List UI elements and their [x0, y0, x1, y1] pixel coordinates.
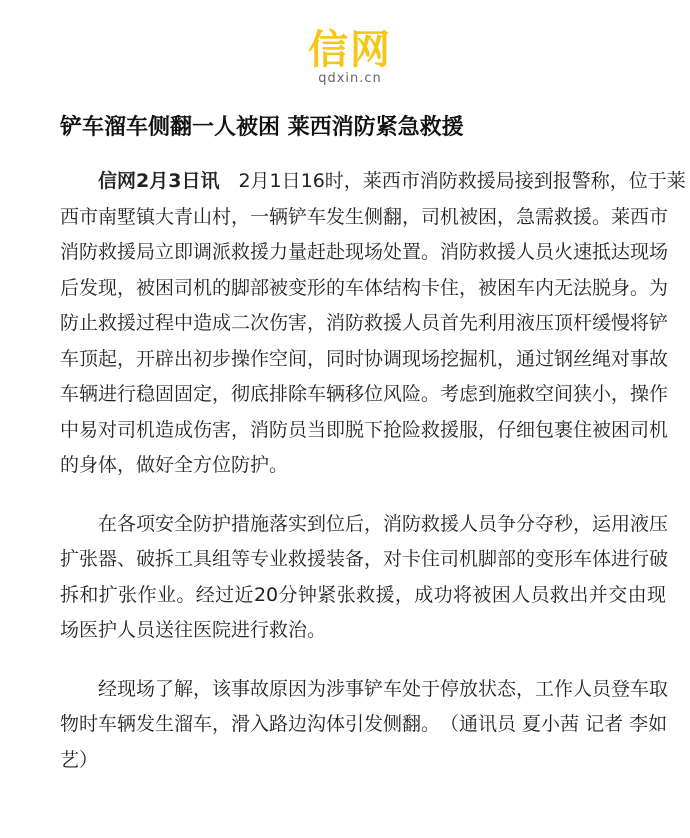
paragraph-line: [60, 200, 669, 236]
paragraph-line: [60, 613, 666, 649]
line-text: 场医护人员送往医院进行救治。: [60, 619, 327, 641]
paragraph-line: [60, 448, 666, 484]
paragraph-line: [60, 342, 669, 378]
paragraph-line: [60, 743, 666, 779]
paragraph-line: [60, 164, 686, 200]
line-text: 后发现，被困司机的脚部被变形的车体结构卡住，被困车内无法脱身。为: [60, 276, 669, 299]
line-text: 扩张器、破拆工具组等专业救援装备，对卡住司机脚部的变形车体进行破: [60, 548, 669, 570]
paragraph-line: [60, 413, 669, 449]
article-paragraph: [60, 507, 669, 649]
line-text: 消防救援局立即调派救援力量赶赴现场处置。消防救援人员火速抵达现场: [60, 241, 669, 263]
dateline: 信网2月3日讯: [98, 170, 220, 192]
line-text: 在各项安全防护措施落实到位后，消防救援人员争分夺秒，运用液压: [98, 512, 669, 535]
line-text: 艺）: [60, 748, 99, 771]
line-text: 中易对司机造成伤害，消防员当即脱下抢险救援服，仔细包裹住被困司机: [60, 418, 669, 441]
article-title: 铲车溜车侧翻一人被困 莱西消防紧急救援: [60, 115, 464, 140]
line-text: 拆和扩张作业。经过近20分钟紧张救援，成功将被困人员救出并交由现: [60, 583, 666, 606]
line-text: 经现场了解，该事故原因为涉事铲车处于停放状态，工作人员登车取: [98, 677, 669, 700]
paragraph-line: [60, 672, 669, 708]
line-text: 防止救援过程中造成二次伤害，消防救援人员首先利用液压顶杆缓慢将铲: [60, 312, 669, 334]
line-text: 西市南墅镇大青山村，一辆铲车发生侧翻，司机被困，急需救援。莱西市: [60, 205, 669, 228]
line-text: 车顶起，开辟出初步操作空间，同时协调现场挖掘机，通过钢丝绳对事故: [60, 347, 669, 370]
paragraph-line: [60, 306, 669, 342]
line-text: 的身体，做好全方位防护。: [60, 454, 289, 476]
line-text: 2月1日16时，莱西市消防救援局接到报警称，位于莱: [219, 170, 686, 192]
paragraph-line: [60, 542, 669, 578]
paragraph-line: [60, 377, 669, 413]
paragraph-line: [60, 578, 666, 614]
paragraph-line: [60, 271, 669, 307]
logo-domain-text: qdxin.cn: [318, 71, 382, 86]
paragraph-line: [60, 507, 669, 543]
line-text: 车辆进行稳固固定，彻底排除车辆移位风险。考虑到施救空间狭小，操作: [60, 383, 669, 405]
site-logo[interactable]: [300, 28, 400, 86]
paragraph-line: [60, 235, 669, 271]
article-paragraph: [60, 164, 686, 484]
line-text: 物时车辆发生溜车，滑入路边沟体引发侧翻。 （通讯员 夏小茜 记者 李如: [60, 713, 668, 735]
article-body: [60, 164, 686, 801]
logo-main-text: 信网: [308, 27, 392, 73]
article-paragraph: [60, 672, 669, 779]
paragraph-line: [60, 707, 666, 743]
